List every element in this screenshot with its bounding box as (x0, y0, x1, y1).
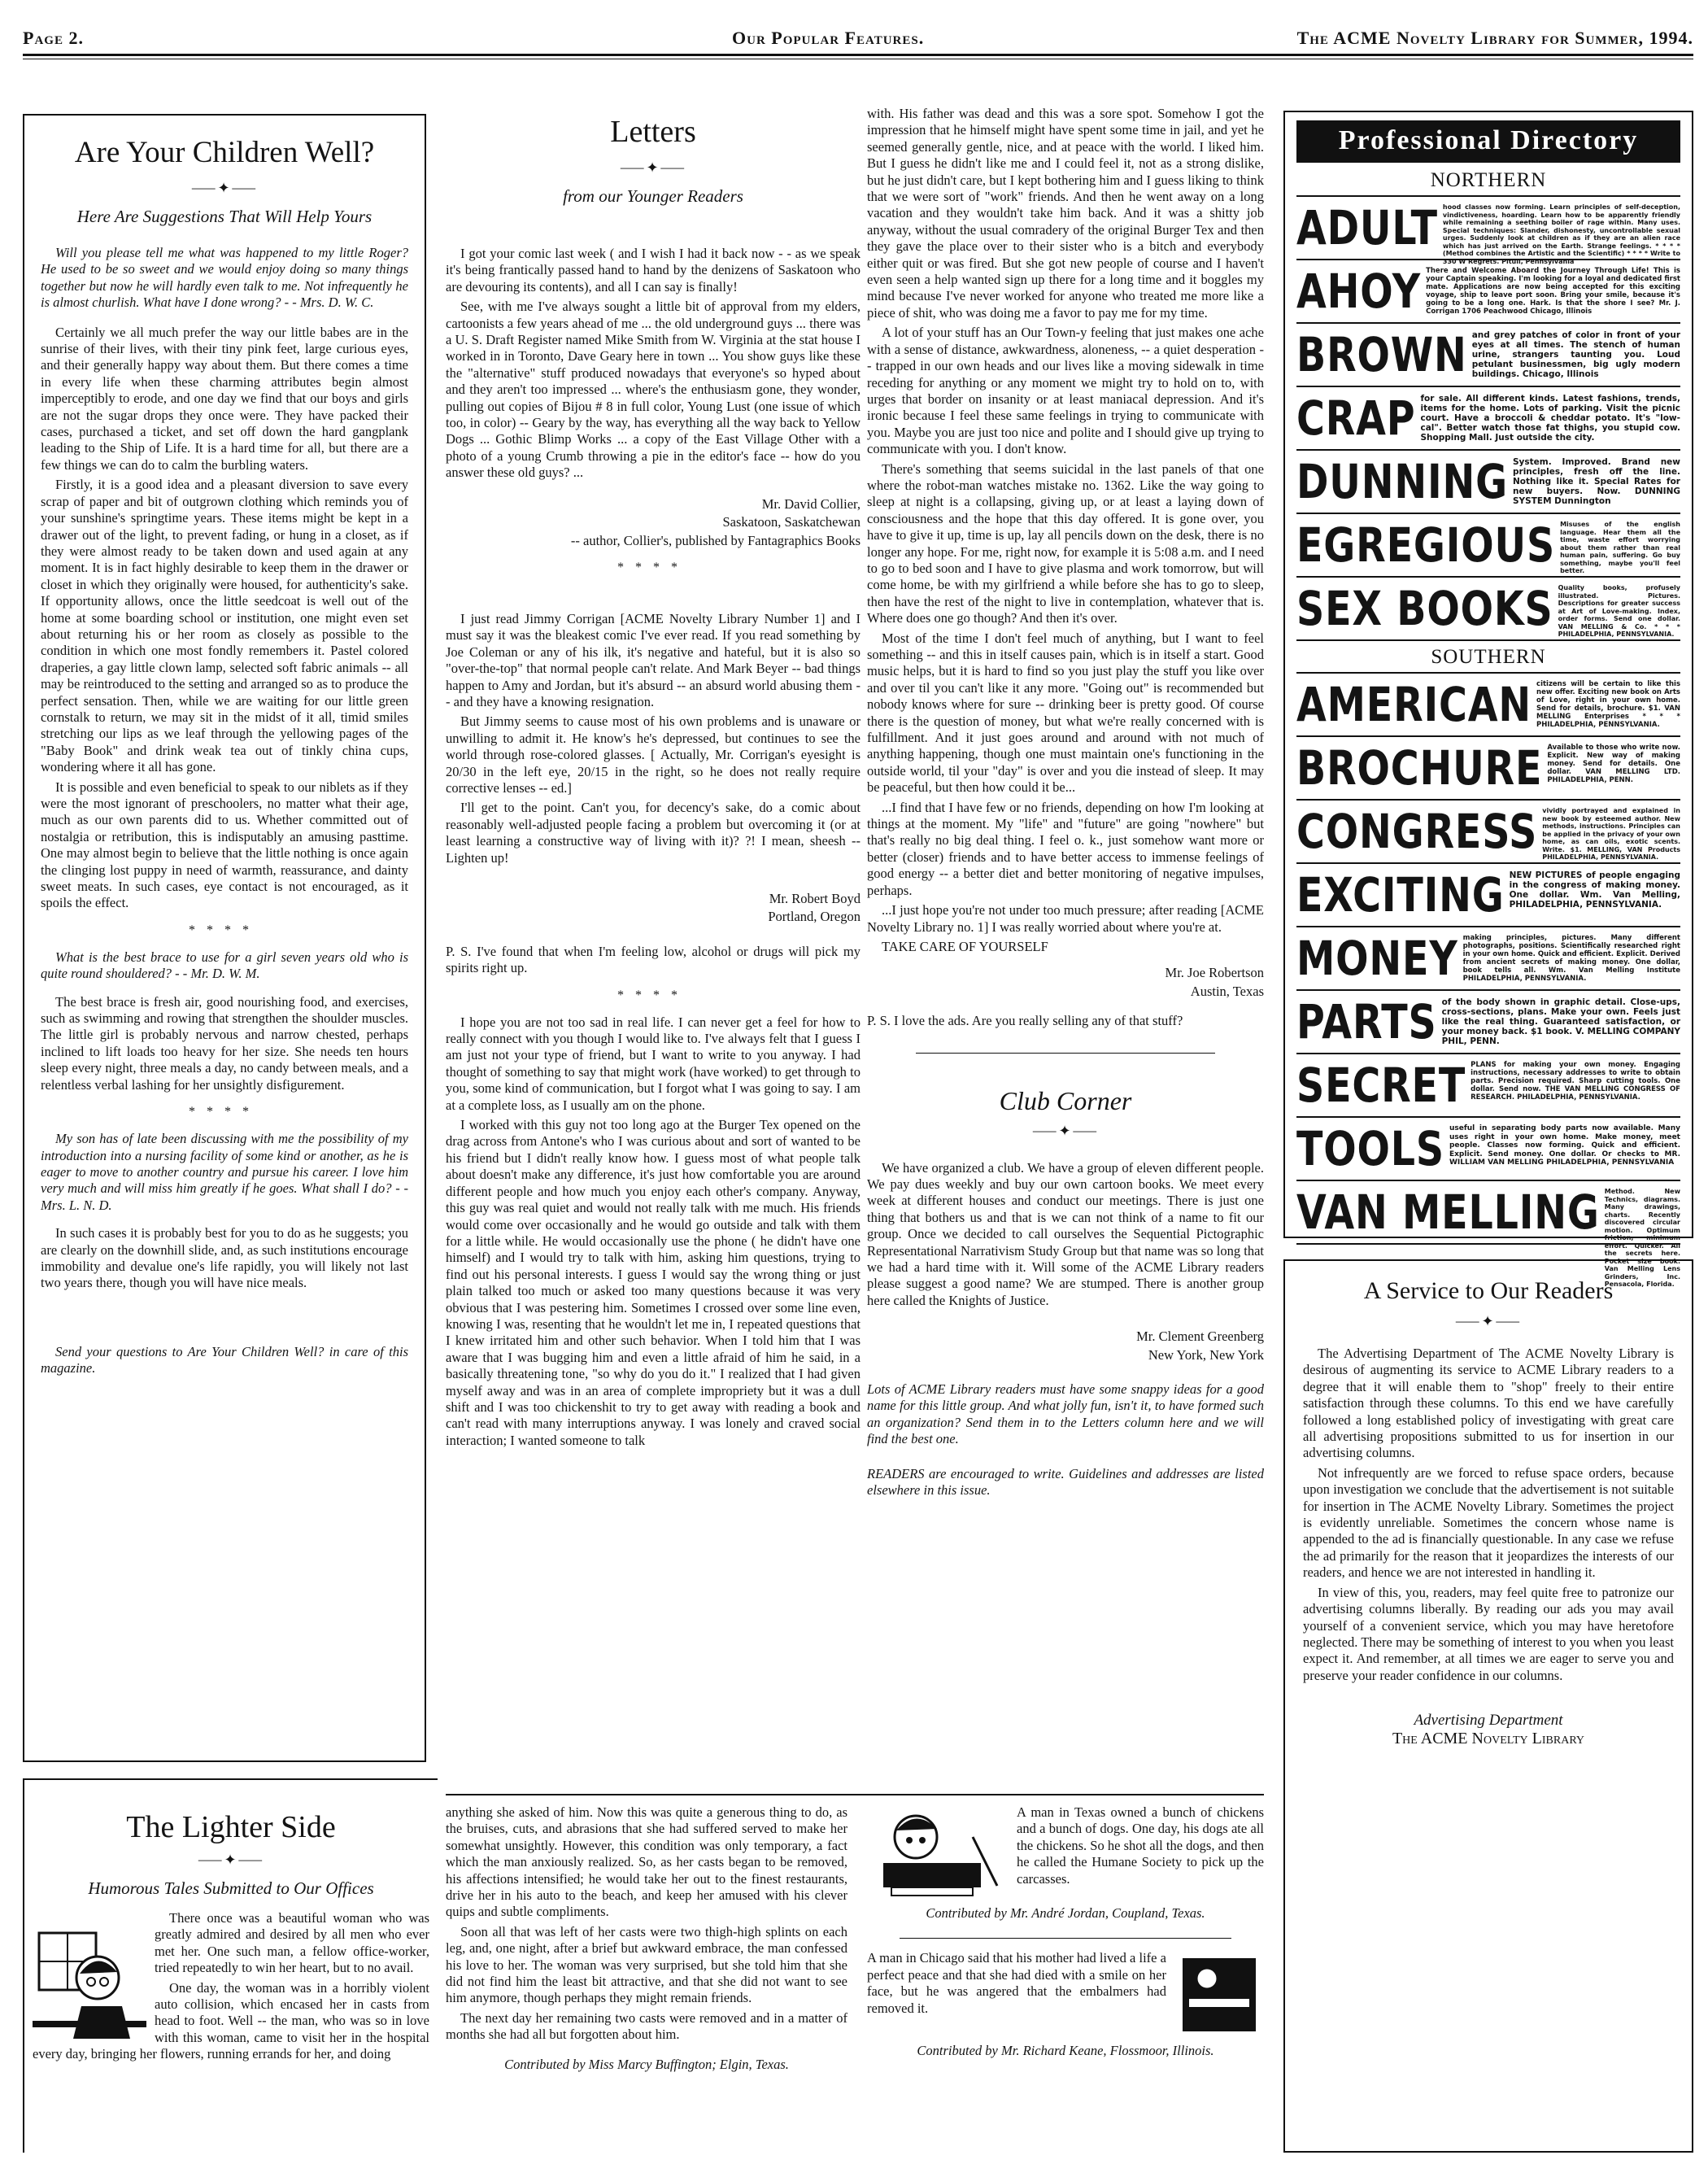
directory-ad (1296, 864, 1680, 927)
ornament: ⸺✦⸺ (1455, 1313, 1522, 1329)
letter-3-p8: ...I just hope you're not under too much pressure; after reading [ACME Novelty Library no. 1] I was really worried about where you're at. (867, 902, 1264, 935)
answer-1-p3: It is possible and even beneficial to speak to our niblets as if they were the most ignorant of preschoolers, no matter what their age, much as our own parents did to us. Whether committed out of nostalgia or retribution, this is indisputably an amusing pasttime. One may almost begin to believe that the little nothing is once again the clinging lost puppy in need of warmth, reassurance, and dainty sweet meats. In such cases, eye contact is not encouraged, as it spoils the effect. (41, 779, 408, 911)
ad-copy: System. Improved. Brand new principles, fresh off the line. Nothing like it. Special Rates for new buyers. Now. DUNNING SYSTEM Dunnington (1513, 457, 1680, 506)
separator-stars: **** (189, 923, 260, 937)
ad-headline: EGREGIOUS (1296, 517, 1556, 573)
professional-directory (1283, 111, 1693, 1288)
directory-ad (1296, 1054, 1680, 1118)
answer-3: In such cases it is probably best for you to do as he suggests; you are clearly on the downhill slide, and, as such institutions encourage immobility and devalue one's life rapidly, you will likely not last two years there, though you will have nice meals. (41, 1225, 408, 1291)
club-title: Club Corner (999, 1085, 1132, 1115)
letter-1-credit: -- author, Collier's, published by Fantagraphics Books (570, 532, 861, 548)
ad-copy: useful in separating body parts now available. Many uses right in your own home. Make money, meet people. Classes now forming. Quick and efficient. Explicit. Send money. One dollar. Or checks to MR. WILLIAM VAN MELLING PHILADELPHIA, PENNSYLVANIA (1449, 1124, 1680, 1167)
lighter-subtitle: Humorous Tales Submitted to Our Offices (88, 1878, 374, 1898)
letter-3-p5: There's something that seems suicidal in the last panels of that one where the robot-man watches mistake no. 1362. Like the way going to sleep at night is a collapsing, giving up, or at least a laying down of consciousness and the hope that this day offered. It is gone over, you have to give it up, time is up, lay all pencils down on the desk, there is no longer any hope. For me, right now, for example it is 5:08 a.m. and I need to go to bed soon and I have to give plasma and work tomorrow, but will come home, be with my girlfriend a while before she has to go to sleep, then have the rest of the night to live in contemplation, whatever that is. Where does one go though? And then it's over. (867, 460, 1264, 626)
answer-2: The best brace is fresh air, good nourishing food, and exercises, such as swimming and rowing that strengthen the shoulder muscles. The little girl is probably nervous and narrow chested, perhaps inclined to lift loads too heavy for her size. She needs ten hours sleep every night, three meals a day, no candy between meals, and a relentless verbal lashing for her unsightly disfigurement. (41, 993, 408, 1093)
children-title: Are Your Children Well? (74, 136, 375, 169)
directory-ad (1296, 387, 1680, 451)
ad-headline: CONGRESS (1296, 804, 1538, 859)
ad-headline: BROCHURE (1296, 740, 1543, 796)
question-3: My son has of late been discussing with me the possibility of my introduction into a nursing facility of some kind or another, as he is eager to move to another country and pursue his career. I love him very much and will miss him greatly if he goes. What shall I do? - - Mrs. L. N. D. (41, 1131, 408, 1213)
lighter-column-3 (867, 1804, 1264, 2162)
region-northern: NORTHERN (1430, 169, 1547, 191)
section-divider (446, 1794, 1264, 1795)
directory-ad (1296, 578, 1680, 641)
ad-copy: for sale. All different kinds. Latest fashions, trends, items for the home. Lots of parking. Visit the picnic court. Have a broccoli & cheddar potato. It's "low-cal". Better watch those fat thighs, you stupid cow. Shopping Mall. Just outside the city. (1420, 394, 1680, 443)
separator-stars: **** (189, 1105, 260, 1119)
letter-3-p2: I worked with this guy not too long ago at the Burger Tex opened on the drag across from Antone's who I was curious about and sort of wanted to be his friend but I didn't really know how. I guess most of what people talk about doesn't make any difference, it's just how comfortable you are around different people and how much you enjoy each other's company. Anyway, this guy was real quiet and would not really talk with me much. His friends would come over occasionally and he would go outside and talk with them for a little while. He would occasionally use the phone ( he didn't have one himself) and I would try to talk with him, asking him questions, trying to find out his personal interests. I guess I would say the wrong thing or just plain talked too much or asked too many questions because it was very obvious that I was pestering him. Sometimes I crossed over some line even, knowing I was, resenting that he wouldn't let me in, I repeated questions that I knew irritated him and other such behavior. When I told him that I was aware that I was bugging him and even a little afraid of him he said, in a basically threatening tone, "so why do you do it." I realized that I had given myself away and was in an area of complete impropriety but it was a dull shift and I was too chickenshit to try to get away with reading a book and can't read with many interruptions anyway. I was lonely and craved social interaction; I wanted someone to talk (446, 1117, 861, 1448)
letter-2-ps: P. S. I've found that when I'm feeling low, alcohol or drugs will pick my spirits right up. (446, 943, 861, 976)
lighter-p5: The next day her remaining two casts were removed and in a matter of months she had all but forgotten about him. (446, 2009, 847, 2043)
service-p3: In view of this, you, readers, may feel quite free to patronize our advertising columns liberally. By reading our ads you may avail yourself of a convenient service, which you may have heretofore neglected. There may be something of interest to you when you least expect it. And remember, at all times we are eager to serve you and preserve your reader confidence in our columns. (1303, 1584, 1674, 1683)
ad-headline: AMERICAN (1296, 677, 1532, 732)
letter-3-location: Austin, Texas (1190, 983, 1264, 999)
southern-ads (1285, 674, 1692, 1288)
club-signature: Mr. Clement Greenberg (1136, 1329, 1264, 1345)
ad-copy: PLANS for making your own money. Engaging instructions, necessary addresses to write to obtain parts. Precision required. Sharp cutting tools. One dollar. Send now. THE VAN MELLING CONGRESS OF RESEARCH. PHILADELPHIA, PENNSYLVANIA. (1471, 1061, 1680, 1102)
directory-ad (1296, 1181, 1680, 1288)
lighter-credit-3: Contributed by Mr. Richard Keane, Flossmoor, Illinois. (917, 2043, 1214, 2059)
directory-ad (1296, 514, 1680, 578)
directory-ad (1296, 927, 1680, 991)
ornament: ⸺✦⸺ (1032, 1122, 1099, 1139)
joke-3: A man in Chicago said that his mother had lived a life a perfect peace and that she had died with a smile on her face, but he was angered that the embalmers had removed it. (867, 1950, 1166, 2016)
lighter-side-box (23, 1778, 438, 2153)
section-title: Our Popular Features. (732, 28, 925, 48)
letter-1-location: Saskatoon, Saskatchewan (722, 514, 861, 530)
ad-copy: Available to those who write now. Explicit. New way of making money. Send for details. One dollar. VAN MELLING LTD. PHILADELPHIA, PENN. (1547, 744, 1680, 784)
children-well-box (23, 114, 426, 1762)
ornament: ⸺✦⸺ (198, 1852, 264, 1868)
lighter-column-2 (446, 1804, 847, 2162)
lighter-p2: One day, the woman was in a horribly violent auto collision, which encased her in casts from head to foot. Well -- the man, who was so in love with this woman, came to visit her in the hospital every day, bringing her flowers, running errands for her, and doing (33, 1979, 429, 2062)
letter-3-p1: I hope you are not too sad in real life. I can never get a feel for how to really connect with you though I would like to. I've always felt that I guess I am just not your type of friend, but I want to write to you anyway. I had thought of something to say that might work (have worked) to get through to you, some kind of communication, but I forgot what I was going to say. I am at a complete loss, as I usually am on the phone. (446, 1014, 861, 1113)
ad-copy: vividly portrayed and explained in new book by esteemed author. New methods, instructions. Principles can be applied in the privacy of your own home, as can oils, exotic scents. Write. $1. MELLING, VAN Products PHILADELPHIA, PENNSYLVANIA. (1542, 807, 1680, 861)
piano-illustration (1174, 1950, 1264, 2040)
separator-stars: **** (617, 560, 689, 574)
separator-stars: **** (617, 988, 689, 1002)
ad-copy: of the body shown in graphic detail. Close-ups, cross-sections, plans. Make your own. Feels just like the real thing. Guaranteed satisfaction, or your money back. $1 book. V. MELLING COMPANY PHIL, PENN. (1441, 997, 1680, 1046)
ad-copy: There and Welcome Aboard the Journey Through Life! This is your Captain speaking. I'm looking for a loyal and dedicated first mate. Applications are now being accepted for this exciting voyage, ship to leave port soon. Bring your smile, because it's going to be a long one. Hark. Is that the shore I see? Mr. J. Corrigan 1706 Peachwood Chicago, Illinois (1426, 267, 1680, 316)
ad-headline: EXCITING (1296, 867, 1505, 923)
letter-2-p2: But Jimmy seems to cause most of his own problems and is unaware or unwilling to admit it. He know's he's depressed, but continues to see the world through rose-colored glasses. [ Actually, Mr. Corrigan's eyesight is 20/30 in the left eye, 20/15 in the right, so he does not really require corrective lenses -- ed.] (446, 713, 861, 796)
directory-ad (1296, 260, 1680, 324)
letter-2-location: Portland, Oregon (768, 909, 861, 925)
joke-2: A man in Texas owned a bunch of chickens and a bunch of dogs. One day, his dogs ate all the chickens. So he shot all the dogs, and then he called the Humane Society to pick up the carcasses. (1017, 1804, 1264, 1887)
ornament: ⸺✦⸺ (620, 159, 686, 176)
letters-title: Letters (610, 115, 696, 149)
answer-1-p1: Certainly we all much prefer the way our little babes are in the sunrise of their lives, with their tiny pink feet, large curious eyes, and their generally happy way about them. But there comes a time in every life when these charming attributes begin almost imperceptibly to erode, and one day we find that our boys and girls are not the sugar drops they once were. They have packed their cases, purchased a ticket, and set off down the hard gangplank leading to the Ship of Life. It is a hard time for all, but there are a few things we can do to calm the burbling waters. (41, 324, 408, 473)
letter-2-signature: Mr. Robert Boyd (769, 891, 861, 906)
ad-copy: NEW PICTURES of people engaging in the congress of making money. One dollar. Wm. Van Melling, PHILADELPHIA, PENNSYLVANIA. (1509, 870, 1680, 910)
ad-copy: Method. New Technics, diagrams. Many drawings, charts. Recently discovered circular motion. Optimum friction, minimum effort. Quicker. All the secrets here. Pocket size book. Van Melling Lens Grinders, Inc. Pensacola, Florida. (1604, 1188, 1680, 1288)
ad-copy: making principles, pictures. Many different photographs, positions. Scientifically researched right in your own home. Quick and efficient. Explicit. Derived from ancient secrets of making money. One dollar, book tells all. Wm. Van Melling Institute PHILADELPHIA, PENNSYLVANIA. (1462, 934, 1680, 983)
directory-ad (1296, 991, 1680, 1054)
ad-copy: citizens will be certain to like this new offer. Exciting new book on Arts of Love, right in your own home. Send for details, brochure. $1. VAN MELLING Enterprises * * * PHILADELPHIA, PENNSYLVANIA. (1536, 680, 1680, 729)
letter-1-p2: See, with me I've always sought a little bit of approval from my elders, cartoonists a few years ahead of me ... the old underground guys ... there was a U. S. Draft Register named Mike Smith from W. Virginia at the stat house I worked in in Toronto, Dave Geary here in town ... You show guys like these the "alternative" stuff produced nowadays that everyone's so hyped about and they aren't too impressed ... where's the enthusiasm gone, they wonder, pulling out copies of Bijou # 8 in full color, Young Lust (one issue of which too, in color) -- Geary by the way, has everything all the way back to Yellow Dogs ... Gothic Blimp Works ... a copy of the East Village Other with a photo of a young Crumb throwing a pie in the editor's face -- how do you answer these old guys? ... (446, 299, 861, 481)
directory-title: Professional Directory (1296, 120, 1680, 163)
service-p1: The Advertising Department of The ACME Novelty Library is desirous of augmenting its service to ACME Library readers to a degree that it will enable them to "shop" freely to their entire satisfaction through these columns. To this end we have carefully followed a long established policy of investigating with great care all advertising propositions submitted to us for insertion in our advertising columns. (1303, 1346, 1674, 1461)
letter-3-p6: Most of the time I don't feel much of anything, but I want to feel something -- and this in itself causes pain, which is in itself a start. Good music helps, but it is hard to find so you just play the stuff you like over and over til you can't like it any more. "Going out" is recommended but nobody knows where for sure -- drinking beer is pretty good. Of course there is the question of money, but what we're really concerned with is fulfillment. And it just goes around and around with not much of anything happening, though one must maintain one's functioning in the outside world, til your "day" is over and you die instead of sleep. It may be peaceful, but then how could it be... (867, 630, 1264, 796)
directory-ad (1296, 674, 1680, 737)
region-southern: SOUTHERN (1431, 646, 1546, 668)
letter-3-closing: TAKE CARE OF YOURSELF (882, 938, 1048, 954)
ad-copy: hood classes now forming. Learn principles of self-deception, vindictiveness, hoarding. Learn how to be apparently friendly while remaining a seething boiler of rage within. Many uses. Special techniques: Slander, dishonesty, uncontrollable sexual urges. Suddenly look at children as if they are an alien race which has just arrived on the Earth. Strange feelings. * * * * (Method combines the Artistic and the Scientific) * * * * Write to 330 W Regrets. Pitull, Pennsylvania (1442, 203, 1680, 265)
ad-headline: SECRET (1296, 1058, 1466, 1113)
letter-2-p1: I just read Jimmy Corrigan [ACME Novelty Library Number 1] and I must say it was the bleakest comic I've ever read. If you read something by Joe Coleman or any of his ilk, it's negative and hateful, but it is also so "over-the-top" that normal people can't relate. And Mark Beyer -- bad things happen to Amy and Jordan, but it's absurd -- an absurd world abusing them -- and they have a knowing resignation. (446, 610, 861, 709)
office-man-illustration (33, 1917, 146, 2039)
letter-3-signature: Mr. Joe Robertson (1165, 965, 1264, 981)
directory-ad (1296, 1118, 1680, 1181)
children-subtitle: Here Are Suggestions That Will Help Yours (76, 207, 373, 226)
header-rule (23, 54, 1693, 56)
page-number: Page 2. (23, 28, 84, 48)
letters-subtitle: from our Younger Readers (563, 186, 743, 206)
ad-headline: TOOLS (1296, 1121, 1444, 1176)
lighter-title: The Lighter Side (126, 1810, 336, 1844)
letter-3-p4: A lot of your stuff has an Our Town-y feeling that just makes one ache with a sense of distance, awkwardness, aloneness, -- a quiet desperation -- trapped in our own heads and our lives like a moving sidewalk in time receding for anything or any moment we might try to hold on to, with urges that border on insanity or at least maniacal depression. And it's ironic because I feel these same feelings in trying to communicate with you. Maybe you are just too nice and polite and I should give up trying to communicate with you. I don't know. (867, 325, 1264, 457)
question-1: Will you please tell me what was happened to my little Roger? He used to be so sweet and we would enjoy doing so many things together but now he will hardly even talk to me. Not infrequently he is almost churlish. What have I done wrong? - - Mrs. D. W. C. (41, 245, 408, 311)
directory-ad (1296, 197, 1680, 265)
children-footer: Send your questions to Are Your Children Well? in care of this magazine. (41, 1343, 408, 1376)
letters-column-2 (867, 106, 1264, 1499)
service-p2: Not infrequently are we forced to refuse space orders, because upon investigation we conclude that the advertisement is not suitable for insertion in The ACME Novelty Library. Sometimes the project is evidently unreliable. Sometimes the concern whose name is appended to the ad is financially questionable. In any case we refuse the ad primarily for the reason that it jeopardizes the interests of our readers, and hence we are not interested in handling it. (1303, 1464, 1674, 1581)
service-title: A Service to Our Readers (1363, 1277, 1614, 1304)
letter-2-p3: I'll get to the point. Can't you, for decency's sake, do a comic about reasonably well-adjusted people facing a problem but overcoming it (or at least learning a constructive way of living with it)? ?! I mean, sheesh -- Lighten up! (446, 800, 861, 866)
ad-headline: VAN MELLING (1296, 1185, 1600, 1240)
ornament: ⸺✦⸺ (191, 180, 258, 196)
lighter-credit-2: Contributed by Mr. André Jordan, Coupland, Texas. (926, 1905, 1205, 1921)
typewriter-man-illustration (867, 1804, 1005, 1902)
readers-note: READERS are encouraged to write. Guidelines and addresses are listed elsewhere in this issue. (867, 1465, 1264, 1499)
directory-ad (1296, 324, 1680, 387)
directory-ad (1296, 801, 1680, 864)
club-editor-note: Lots of ACME Library readers must have some snappy ideas for a good name for this little group. And what jolly fun, isn't it, to have formed such an organization? Send them in to the Letters column here and we will find the best one. (867, 1381, 1264, 1447)
club-location: New York, New York (1148, 1346, 1264, 1363)
publication-title: The ACME Novelty Library for Summer, 1994. (1296, 28, 1693, 48)
service-publication: The ACME Novelty Library (1392, 1730, 1585, 1748)
club-body: We have organized a club. We have a group of eleven different people. We pay dues weekly and buy our own cartoon books. We meet every week at different houses and conduct our meetings. There is just one thing that bothers us and that is we can not think of a name to fit our group. Once we decided to call ourselves the Sequential Pictographic Representational Narrativism Study Group but that name was so long that we had a hard time with it. Will some of the ACME Library readers please suggest a good name? We are stumped. There is another group here called the Knights of Justice. (867, 1159, 1264, 1308)
ad-headline: AHOY (1296, 264, 1422, 319)
letter-1-signature: Mr. David Collier, (761, 495, 861, 512)
northern-ads (1285, 197, 1692, 641)
lighter-p3: anything she asked of him. Now this was quite a generous thing to do, as the bruises, cuts, and abrasions that she had suffered served to make her somewhat unsightly. However, this condition was only temporary, a fact which the man anxiously realized. So, as her casts began to be removed, his affections intensified; he would take her out to the finest restaurants, drive her in his auto to the beach, and keep her amused with his clever quips and subtle compliments. (446, 1804, 847, 1920)
service-signature: Advertising Department (1414, 1712, 1563, 1730)
service-box (1283, 1259, 1693, 2153)
ad-headline: PARTS (1296, 994, 1437, 1049)
letters-column-1 (446, 114, 861, 1790)
lighter-p4: Soon all that was left of her casts were two thigh-high splints on each leg, and, one night, after a brief but awkward embrace, the man confessed his love to her. The woman was very surprised, but she told him that she did not find him the least bit attractive, and that she did not want to see him anymore, though perhaps they might remain friends. (446, 1923, 847, 2006)
ad-headline: CRAP (1296, 390, 1416, 446)
ad-copy: Quality books, profusely illustrated. Pictures. Descriptions for greater success at Art of Love-making. Index, order forms. Send one dollar. VAN MELLING & Co. * * * PHILADELPHIA, PENNSYLVANIA. (1558, 584, 1680, 638)
directory-ad (1296, 737, 1680, 801)
lighter-p1: There once was a beautiful woman who was greatly admired and desired by all men who ever met her. One such man, a fellow office-worker, tried repeatedly to win her heart, but to no avail. (155, 1910, 429, 1976)
ad-headline: MONEY (1296, 931, 1458, 986)
ad-headline: DUNNING (1296, 454, 1508, 509)
ad-headline: BROWN (1296, 327, 1467, 382)
letter-3-p7: ...I find that I have few or no friends, depending on how I'm looking at things at the moment. My "life" and "future" are going "nowhere" but that's really no big deal thing. I feel o. k., just somehow want more or better (closer) friends and to have better access to immense feelings of good energy -- a better diet and better monitoring of negative impulses, perhaps. (867, 799, 1264, 898)
answer-1-p2: Firstly, it is a good idea and a pleasant diversion to save every scrap of paper and bit of outgrown clothing which reminds you of your sunshine's springtime years. These items might be kept in a drawer out of the light, to prevent fading, or hung in a closet, as if they were almost ready to be taken down and used again at any moment. It is in fact highly desirable to keep them in the drawer or closet in which they originally were housed, for authenticity's sake. If opportunity allows, once the little seedcoat is well out of the home at some boarding school or institution, one might even set about returning his or her room as closely as possible to the condition in which one most fondly remembers it. Pastel colored draperies, a gay little clown lamp, selected soft fabric animals -- all may be reintroduced to the setting and arranged so as to produce the perfect sensation. Then, while we are waiting for our little green cornstalk to return, we may sit in the midst of it all, timid smiles stretching our lips as we leaf through the yellowing pages of the "Baby Book" and drink weak tea out of tinkly china cups, wondering where it all has gone. (41, 477, 408, 775)
ad-copy: and grey patches of color in front of your eyes at all times. The stench of human urine, strangers taunting you. Loud petulant businessmen, big ugly modern buildings. Chicago, Illinois (1471, 330, 1680, 379)
letter-3-p3: with. His father was dead and this was a sore spot. Somehow I got the impression that he himself might have spent some time in jail, and yet he seemed generally gentle, nice, and at peace with the world. I liked him. But I guess he didn't like me and I could feel it, not as a strong dislike, but he just didn't care, but I kept bothering him and I guess liking to think that we were sort of "work" friends. And then he went away on a long vacation and they wouldn't take him back. And it was a shitty job anyway, without the usual comradery of the original Burger Tex and then they gave the place over to their sister who is a bitch and everybody either quit or was fired. But she got new people of course and I haven't even seen a help wanted sign up there for a long time and it boggles my mind because I've never worked for anyone who treated me more like a piece of shit, who was doing me a favor to pay me for my time. (867, 106, 1264, 321)
lighter-credit-1: Contributed by Miss Marcy Buffington; Elgin, Texas. (504, 2056, 789, 2072)
question-2: What is the best brace to use for a girl seven years old who is quite round shouldered? - - Mr. D. W. M. (41, 949, 408, 982)
ad-headline: SEX BOOKS (1296, 581, 1553, 636)
ad-copy: Misuses of the english language. Hear them all the time, waste effort worrying about them rather than real human pain, suffering. Go buy something, maybe you'll feel better. (1560, 521, 1680, 574)
directory-ad (1296, 451, 1680, 514)
ad-headline: ADULT (1296, 200, 1438, 255)
letter-3-ps: P. S. I love the ads. Are you really selling any of that stuff? (867, 1013, 1183, 1029)
letter-1-p1: I got your comic last week ( and I wish I had it back now - - as we speak it's being frantically passed hand to hand by the denizens of Saskatoon who are devouring its contents), and all I can say is finally! (446, 246, 861, 294)
